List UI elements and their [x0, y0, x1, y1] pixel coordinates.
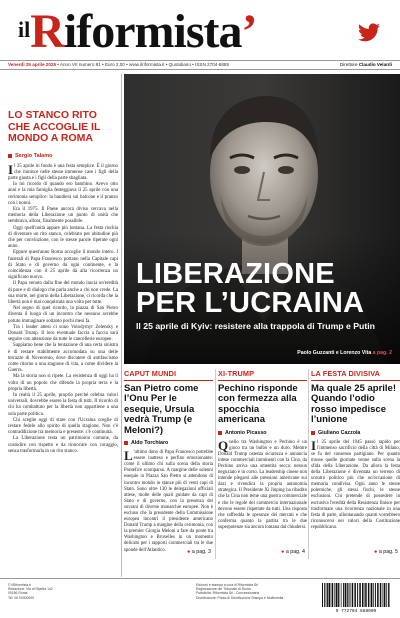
- dropcap: L: [124, 448, 133, 464]
- article-title[interactable]: Pechino risponde con fermezza alla spocchia americana: [218, 383, 298, 426]
- cover-photo[interactable]: [124, 74, 400, 364]
- logo-prefix: il: [18, 17, 31, 42]
- barcode-number: 9 772704 688009: [335, 609, 377, 614]
- editorial-paragraph: Tra i leader attesi ci sono Volodymyr Zelensky e Donald Trump. Il loro eventuale faccia a faccia sarà seguito con attenzione da tutte le cancellerie europee.: [8, 324, 118, 343]
- barcode-bar: [336, 583, 338, 607]
- article-page-ref[interactable]: ● a pag. 4: [281, 549, 305, 555]
- article-festa-divisiva[interactable]: [311, 369, 400, 577]
- barcode-bar: [368, 583, 370, 607]
- editorial-paragraph: Oggi quell'unità appare più lontana. La festa rischia di diventare un rito stanco, celebrato per abitudine più che per convinzione, con le stesse parole ripetute ogni anno.: [8, 225, 118, 250]
- barcode-bar: [365, 583, 367, 607]
- editorial-paragraph: Era il 1975. Il Paese ancora diviso cercava nella memoria della Liberazione un punto di unità che sembrava, allora, finalmente possibile.: [8, 206, 118, 225]
- barcode-bar: [375, 583, 376, 607]
- article-caput-mundi[interactable]: [124, 369, 213, 577]
- barcode-bar: [327, 583, 328, 607]
- barcode-bar: [371, 583, 373, 607]
- barcode-bar: [386, 583, 387, 607]
- barcode-bar: [350, 583, 351, 607]
- barcode-bar: [343, 583, 344, 607]
- byline-square-icon: [124, 441, 128, 445]
- barcode-bar: [352, 583, 354, 607]
- byline-square-icon: [218, 431, 222, 435]
- editorial-column: [8, 74, 118, 577]
- logo-initial: R: [30, 5, 64, 58]
- logo-rest: iformista: [63, 5, 242, 58]
- newspaper-logo[interactable]: [18, 4, 257, 59]
- masthead: [0, 0, 400, 60]
- dropcap: I: [8, 161, 14, 177]
- article-page-ref[interactable]: ● a pag. 3: [187, 549, 211, 555]
- barcode-bar: [390, 583, 391, 607]
- director-name: Claudio Velardi: [358, 62, 392, 67]
- dropcap: Q: [218, 437, 229, 453]
- barcode-bar: [384, 583, 386, 607]
- barcode-bar: [341, 583, 342, 607]
- editorial-paragraph: Chi sceglie oggi di stare con l'Ucraina sceglie di restare fedele allo spirito di quella stagione. Non c'è contraddizione tra memoria e presente: c'è continuità.: [8, 417, 118, 436]
- byline-square-icon: [311, 431, 315, 435]
- editorial-author: Sergio Talamo: [15, 152, 53, 159]
- barcode-bar: [326, 583, 327, 607]
- article-byline: Aldo Torchiaro: [124, 440, 213, 446]
- barcode-bar: [334, 583, 335, 607]
- article-xi-trump[interactable]: [218, 369, 307, 577]
- barcode-image: [318, 581, 394, 613]
- editorial-paragraph: Nel segno di quel ricordo, la piazza di San Pietro diventa il luogo di un incontro che nessuno avrebbe potuto immaginare soltanto pochi mesi fa.: [8, 306, 118, 324]
- editorial-paragraph: Il 25 aprile in fondo è una festa semplice. È il giorno che riunisce nelle stesse immense case i figli della parte giusta e i figli della parte sbagliata.: [8, 161, 118, 181]
- article-title[interactable]: Ma quale 25 aprile! Quando l’odio rosso impedisce l’unione: [311, 383, 397, 426]
- twitter-bird-icon[interactable]: [357, 21, 381, 45]
- article-text: Il 25 aprile del 1945 passò rapido per l'immenso sacrificio della città di Milano, se fu del consenso partigiano. Per quanto mosse quelle giornate venne sulla scena la sfida della Liberazione. Da allora la festa della Liberazione è diventata un terreno di scontro politico più che un'occasione di memoria condivisa. Ogni anno le stesse polemiche, gli stessi fischi, le stesse esclusioni. Chi pretende di possedere in esclusiva l'eredità della Resistenza finisce per trasformare una ricorrenza nazionale in una festa di parte, allontanando quanti vorrebbero riconoscersi nei valori della Costituzione repubblicana.: [311, 437, 400, 530]
- article-kicker: LA FESTA DIVISIVA: [311, 369, 400, 381]
- barcode-bar: [338, 583, 339, 607]
- editorial-headline[interactable]: LO STANCO RITO CHE ACCOGLIE IL MONDO A ROMA: [8, 109, 101, 144]
- issue-details: • Anno VII numero 81 • Euro 2,00 • www.ilriformista.it • Quotidiano • ISSN 2704-6885: [56, 62, 230, 67]
- editorial-paragraph: Ma la storia non si ripete. La resistenza di oggi ha il volto di un popolo che difende la propria terra e la propria libertà.: [8, 374, 118, 392]
- article-kicker: CAPUT MUNDI: [124, 369, 213, 381]
- column-divider: [308, 369, 309, 559]
- barcode-bar: [357, 583, 358, 607]
- dropcap: I: [311, 437, 317, 453]
- barcode-bar: [324, 583, 325, 607]
- barcode-bar: [388, 583, 389, 607]
- cover-page-ref[interactable]: a pag. 2: [372, 350, 392, 356]
- barcode-bar: [332, 583, 334, 607]
- editorial-paragraph: Eppure quest'anno Roma accoglie il mondo intero. I funerali di Papa Francesco portano nella Capitale capi di Stato e di governo da ogni continente, e la coincidenza con il 25 aprile dà alla ricorrenza un significato nuovo.: [8, 250, 118, 281]
- barcode-bar: [373, 583, 374, 607]
- barcode-bar: [331, 583, 332, 607]
- footer-publisher-info: Edizioni e stampa a cura di Riformista Srl Registrazione del Tribunale di Roma Pubblicità: Riformista Srl - Concessionaria Distribuzione: Press-di Distribuzione Stampa e Multimedia: [196, 583, 284, 600]
- barcode-bar: [354, 583, 356, 607]
- byline-square-icon: [8, 154, 12, 158]
- dateline: [0, 60, 400, 70]
- article-byline: Antonio Picasso: [218, 430, 307, 436]
- editorial-paragraph: Sappiamo bene che la tentazione di una certa sinistra è di restare stabilmente accomodata su una delle terrazze di Novecento, dove discutere di antifascismo come ritorno a una stagione di vita, a come dividere la Guerra.: [8, 343, 118, 374]
- cover-authors: Paolo Guzzanti e Lorenzo Vita a pag. 2: [297, 350, 392, 356]
- barcode-bar: [359, 583, 361, 607]
- barcode-bar: [348, 583, 349, 607]
- barcode-bar: [329, 583, 331, 607]
- article-title[interactable]: San Pietro come l’Onu Per le esequie, Ursula vedrà Trump (e Meloni?): [124, 383, 199, 436]
- barcode-bar: [364, 583, 365, 607]
- logo-accent: ’: [241, 5, 257, 58]
- barcode-bar: [383, 583, 384, 607]
- cover-headline[interactable]: LIBERAZIONE PER L’UCRAINA: [136, 258, 365, 319]
- editorial-body: [8, 161, 118, 456]
- barcode-bar: [322, 583, 323, 607]
- article-text: L 'ultimo dono di Papa Francesco potrebbe essere inatteso e perfino emozionante: come il ultimo chi sulla scena della storia Pontefice scomparso. A margine delle solenni esequie in Piazza San Pietro si attendono di incontro mondo in stanze più di venti capi di Stato. Sono oltre 130 le delegazioni ufficiali attese, molte delle quali guidate da capi di Stato e di governo, con la presenza dei sovrani di diverse monarchie europee. Non è escluso che la presidente della Commissione europea incontri il presidente americano Donald Trump a margine della cerimonia, con la premier Giorgia Meloni a fare da ponte tra Washington e Bruxelles in un momento delicato per i rapporti commerciali tra le due sponde dell'Atlantico.: [124, 448, 213, 553]
- article-text: Quello tra Washington e Pechino è un gioco tra un bulbo e un duro. Mentre Donald Trump ostenta sicurezza e annuncia intese commerciali imminenti con la Cina, da Pechino arriva una smentita secca: nessun negoziato è in corso. La leadership cinese non intende piegarsi alle pressioni americane sui dazi e rivendica la propria autonomia strategica. Il Presidente Xi Jinping ha ribadito che la Cina non teme una guerra commerciale e che le regole del commercio internazionale devono essere rispettate da tutti. Una risposta che raffredda le speranze dei mercati e che conferma quanto la partita tra le due superpotenze sia ancora lontana dal chiudersi.: [218, 437, 307, 530]
- editorial-byline: [8, 153, 118, 159]
- barcode-bar: [380, 583, 382, 607]
- editorial-paragraph: Il Papa venuto dalla fine del mondo lascia un'eredità di pace e di dialogo che parla anche a chi non crede. La sua morte, nei giorni della Liberazione, ci ricorda che la libertà non è mai conquistata una volta per tutte.: [8, 281, 118, 305]
- column-divider: [121, 74, 122, 577]
- article-page-ref[interactable]: ● a pag. 5: [374, 549, 398, 555]
- cover-subtitle: Il 25 aprile di Kyiv: resistere alla trappola di Trump e Putin: [136, 321, 375, 331]
- barcode-bar: [377, 583, 379, 607]
- editorial-paragraph: La Liberazione resta un patrimonio comune, da custodire con rispetto e da rinnovare con coraggio, senza trasformarla in un rito stanco.: [8, 436, 118, 454]
- barcode-bar: [347, 583, 348, 607]
- article-byline: Giuliano Cazzola: [311, 430, 400, 436]
- editorial-paragraph: In realtà il 25 aprile, proprio perché celebra valori universali, dovrebbe essere la festa di tutti. Il ricordo di chi ha combattuto per la libertà non appartiene a una sola parte politica.: [8, 393, 118, 417]
- footer-left-info: © ilRiformista.it Redazione: Via di Ripetta 142 00186 Roma Tel. 06 00000000: [8, 583, 53, 600]
- column-divider: [215, 369, 216, 559]
- issue-date: Venerdì 25 aprile 2025: [8, 62, 57, 67]
- barcode-bar: [340, 583, 341, 607]
- barcode-bar: [362, 583, 364, 607]
- director-credit: Direttore Claudio Velardi: [339, 62, 392, 67]
- editorial-paragraph: Io mi ricordo di quando ero bambino. Avevo otto anni e la mia famiglia festeggiava il 25 aprile con una cerimonia semplice: la bandiera sul balcone e il pranzo con i nonni.: [8, 182, 118, 206]
- article-columns: [124, 369, 400, 577]
- article-kicker: XI-TRUMP: [218, 369, 307, 381]
- barcode-bar: [345, 583, 347, 607]
